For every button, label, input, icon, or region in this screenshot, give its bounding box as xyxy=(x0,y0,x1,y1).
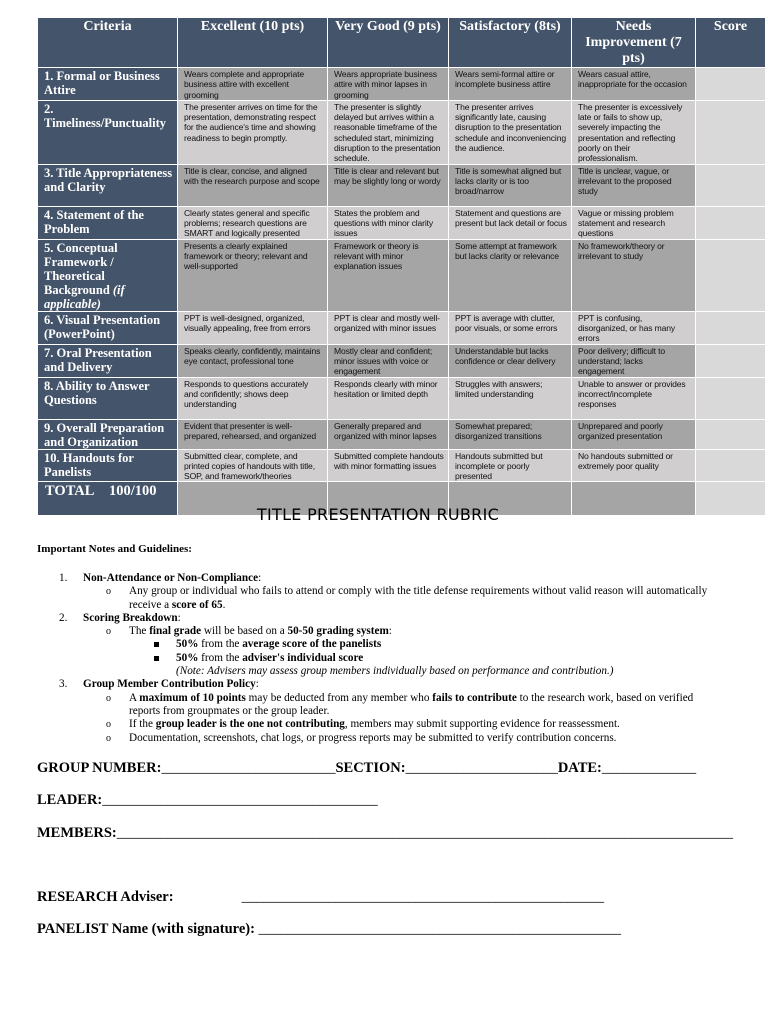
criterion-label: 2. Timeliness/Punctuality xyxy=(38,100,178,164)
very-good-cell: Wears appropriate business attire with minor lapses in grooming xyxy=(328,68,449,101)
needs-improvement-cell: PPT is confusing, disorganized, or has many errors xyxy=(572,311,696,344)
needs-improvement-cell: Unable to answer or provides incorrect/incomplete responses xyxy=(572,377,696,419)
sub-text: from the xyxy=(198,651,243,664)
needs-improvement-cell: Wears casual attire, inappropriate for the occasion xyxy=(572,68,696,101)
needs-improvement-cell: No handouts submitted or extremely poor quality xyxy=(572,449,696,482)
sub-sub-item xyxy=(37,638,727,651)
circle-bullet-icon: o xyxy=(106,692,111,704)
score-input-cell[interactable] xyxy=(696,239,766,311)
satisfactory-cell: Statement and questions are present but lack detail or focus xyxy=(449,206,572,239)
notes-heading: Important Notes and Guidelines: xyxy=(37,543,192,555)
total-text: TOTAL xyxy=(45,483,95,500)
sub-text: The xyxy=(129,625,150,638)
item-number: 2. xyxy=(59,611,68,624)
score-input-cell[interactable] xyxy=(696,377,766,419)
satisfactory-cell: Handouts submitted but incomplete or poorly presented xyxy=(449,449,572,482)
needs-improvement-cell: The presenter is excessively late or fails to show up, severely impacting the presentation and reflecting poorly on their professionalism. xyxy=(572,100,696,164)
date-field[interactable]: _____________ xyxy=(601,760,697,776)
members-label: MEMBERS: xyxy=(37,825,117,841)
rubric-row xyxy=(38,100,766,164)
rubric-row xyxy=(38,164,766,206)
score-input-cell[interactable] xyxy=(696,449,766,482)
sub-bold: 50-50 grading system xyxy=(287,625,389,638)
sub-item xyxy=(37,692,727,719)
item-title: Scoring Breakdown xyxy=(83,611,178,624)
criterion-note: (if applicable) xyxy=(44,282,125,311)
excellent-cell: The presenter arrives on time for the presentation, demonstrating respect for the audience's time and showing readiness to begin promptly. xyxy=(178,100,328,164)
notes-item: 1. Non-Attendance or Non-Compliance: xyxy=(59,572,262,584)
sub-text: may be deducted from any member who xyxy=(245,691,433,704)
adviser-field[interactable]: __________________________________________________ xyxy=(241,889,605,905)
sub-bold: fails to contribute xyxy=(432,691,517,704)
sub-bold: group leader is the one not contributing xyxy=(155,718,345,731)
needs-improvement-cell: No framework/theory or irrelevant to study xyxy=(572,239,696,311)
very-good-cell: Responds clearly with minor hesitation or limited depth xyxy=(328,377,449,419)
sub-text: from the xyxy=(198,638,243,651)
group-number-label: GROUP NUMBER: xyxy=(37,760,162,776)
square-bullet-icon xyxy=(154,656,159,661)
satisfactory-cell: Title is somewhat aligned but lacks clarity or is too broad/narrow xyxy=(449,164,572,206)
sub-item xyxy=(37,718,727,731)
rubric-row xyxy=(38,239,766,311)
sub-text: Documentation, screenshots, chat logs, or progress reports may be submitted to verify contribution concerns. xyxy=(129,731,617,744)
rubric-row xyxy=(38,68,766,101)
group-info-line xyxy=(37,760,696,777)
criterion-label: 4. Statement of the Problem xyxy=(38,206,178,239)
criterion-label: 8. Ability to Answer Questions xyxy=(38,377,178,419)
sub-bold: average score of the panelists xyxy=(242,638,382,651)
sub-text: . xyxy=(222,598,226,611)
panelist-field[interactable]: __________________________________________________ xyxy=(258,921,622,937)
excellent-cell: Responds to questions accurately and confidently; shows deep understanding xyxy=(178,377,328,419)
sub-item xyxy=(37,585,727,612)
notes-list xyxy=(37,572,727,745)
needs-improvement-cell: Vague or missing problem statement and research questions xyxy=(572,206,696,239)
sub-text: A xyxy=(129,691,140,704)
group-number-field[interactable]: ________________________ xyxy=(161,760,336,776)
item-number: 3. xyxy=(59,678,68,691)
very-good-cell: Mostly clear and confident; minor issues with voice or engagement xyxy=(328,344,449,377)
excellent-cell: Title is clear, concise, and aligned with the research purpose and scope xyxy=(178,164,328,206)
members-line xyxy=(37,825,733,842)
date-label: DATE: xyxy=(557,760,602,776)
criterion-label: 10. Handouts for Panelists xyxy=(38,449,178,482)
header-satisfactory: Satisfactory (8ts) xyxy=(449,18,572,68)
rubric-row xyxy=(38,344,766,377)
leader-line xyxy=(37,792,378,809)
sub-bold: score of 65 xyxy=(171,598,223,611)
very-good-cell: PPT is clear and mostly well-organized with minor issues xyxy=(328,311,449,344)
excellent-cell: Wears complete and appropriate business attire with excellent grooming xyxy=(178,68,328,101)
satisfactory-cell: Wears semi-formal attire or incomplete business attire xyxy=(449,68,572,101)
rubric-row xyxy=(38,377,766,419)
criterion-label: 1. Formal or Business Attire xyxy=(38,68,178,101)
excellent-cell: Speaks clearly, confidently, maintains eye contact, professional tone xyxy=(178,344,328,377)
very-good-cell: Title is clear and relevant but may be slightly long or wordy xyxy=(328,164,449,206)
item-title: Non-Attendance or Non-Compliance xyxy=(83,572,259,584)
rubric-header-row xyxy=(38,18,766,68)
criterion-label: 7. Oral Presentation and Delivery xyxy=(38,344,178,377)
very-good-cell: Submitted complete handouts with minor formatting issues xyxy=(328,449,449,482)
panelist-label: PANELIST Name (with signature): xyxy=(37,921,255,937)
sub-text: to the research work, based on verified reports from groupmates or the group leader. xyxy=(129,691,694,717)
sub-bold: maximum of 10 points xyxy=(139,691,246,704)
circle-bullet-icon: o xyxy=(106,732,111,744)
criterion-label: 3. Title Appropriateness and Clarity xyxy=(38,164,178,206)
very-good-cell: States the problem and questions with minor clarity issues xyxy=(328,206,449,239)
satisfactory-cell: Somewhat prepared; disorganized transitions xyxy=(449,419,572,449)
very-good-cell: Generally prepared and organized with minor lapses xyxy=(328,419,449,449)
rubric-row xyxy=(38,311,766,344)
header-needs-improvement: Needs Improvement (7 pts) xyxy=(572,18,696,68)
criterion-label xyxy=(38,239,178,311)
leader-field[interactable]: ______________________________________ xyxy=(102,792,378,808)
criterion-label: 6. Visual Presentation (PowerPoint) xyxy=(38,311,178,344)
excellent-cell: Evident that presenter is well-prepared, rehearsed, and organized xyxy=(178,419,328,449)
total-value: 100/100 xyxy=(108,483,157,500)
score-input-cell[interactable] xyxy=(696,311,766,344)
satisfactory-cell: Understandable but lacks confidence or clear delivery xyxy=(449,344,572,377)
adviser-note: (Note: Advisers may assess group members individually based on performance and contribution.) xyxy=(176,665,614,678)
adviser-label: RESEARCH Adviser: xyxy=(37,889,174,905)
excellent-cell: Presents a clearly explained framework or theory; relevant and well-supported xyxy=(178,239,328,311)
very-good-cell: Framework or theory is relevant with minor explanation issues xyxy=(328,239,449,311)
sub-sub-item xyxy=(37,652,727,665)
section-field[interactable]: _____________________ xyxy=(405,760,558,776)
criterion-text: 5. Conceptual Framework / Theoretical Background xyxy=(44,240,118,297)
header-excellent: Excellent (10 pts) xyxy=(178,18,328,68)
score-input-cell[interactable] xyxy=(696,164,766,206)
satisfactory-cell: The presenter arrives significantly late, causing disruption to the presentation schedule and inconveniencing the audience. xyxy=(449,100,572,164)
satisfactory-cell: PPT is average with clutter, poor visuals, or some errors xyxy=(449,311,572,344)
excellent-cell: PPT is well-designed, organized, visually appealing, free from errors xyxy=(178,311,328,344)
needs-improvement-cell: Poor delivery; difficult to understand; lacks engagement xyxy=(572,344,696,377)
needs-improvement-cell: Title is unclear, vague, or irrelevant to the proposed study xyxy=(572,164,696,206)
notes-item: 3. Group Member Contribution Policy: xyxy=(59,678,259,691)
adviser-line xyxy=(37,889,604,906)
score-input-cell[interactable] xyxy=(696,344,766,377)
score-input-cell[interactable] xyxy=(696,68,766,101)
square-bullet-icon xyxy=(154,642,159,647)
rubric-table xyxy=(37,17,766,516)
sub-bold: final grade xyxy=(149,625,202,638)
rubric-row xyxy=(38,206,766,239)
rubric-row xyxy=(38,419,766,449)
sub-bold: 50% xyxy=(176,651,199,664)
excellent-cell: Submitted clear, complete, and printed copies of handouts with title, SOP, and framework/theories xyxy=(178,449,328,482)
sub-text: , members may submit supporting evidence for reassessment. xyxy=(344,718,620,731)
sub-text: : xyxy=(388,625,392,638)
sub-bold: 50% xyxy=(176,638,199,651)
item-number: 1. xyxy=(59,572,68,584)
circle-bullet-icon: o xyxy=(106,586,111,598)
score-input-cell[interactable] xyxy=(696,206,766,239)
sub-item xyxy=(37,732,727,745)
sub-item xyxy=(37,625,727,638)
section-label: SECTION: xyxy=(335,760,406,776)
item-title: Group Member Contribution Policy xyxy=(83,678,256,691)
notes-item: 2. Scoring Breakdown: xyxy=(59,611,181,624)
satisfactory-cell: Struggles with answers; limited understanding xyxy=(449,377,572,419)
satisfactory-cell: Some attempt at framework but lacks clarity or relevance xyxy=(449,239,572,311)
excellent-cell: Clearly states general and specific problems; research questions are SMART and logically presented xyxy=(178,206,328,239)
rubric-row xyxy=(38,449,766,482)
criterion-label: 9. Overall Preparation and Organization xyxy=(38,419,178,449)
panelist-line xyxy=(37,921,621,938)
sub-bold: adviser's individual score xyxy=(242,651,364,664)
header-score: Score xyxy=(696,18,766,68)
very-good-cell: The presenter is slightly delayed but arrives within a reasonable timeframe of the scheduled start, minimizing disruption to the presentation schedule. xyxy=(328,100,449,164)
circle-bullet-icon: o xyxy=(106,719,111,731)
header-very-good: Very Good (9 pts) xyxy=(328,18,449,68)
score-input-cell[interactable] xyxy=(696,100,766,164)
needs-improvement-cell: Unprepared and poorly organized presentation xyxy=(572,419,696,449)
header-criteria: Criteria xyxy=(38,18,178,68)
rubric-title: TITLE PRESENTATION RUBRIC xyxy=(256,505,500,524)
leader-label: LEADER: xyxy=(37,792,103,808)
sub-text: If the xyxy=(129,718,156,731)
sub-text: Any group or individual who fails to attend or comply with the title defense requirements without valid reason will automatically receive a xyxy=(129,585,708,611)
circle-bullet-icon: o xyxy=(106,626,111,638)
score-input-cell[interactable] xyxy=(696,419,766,449)
sub-text: will be based on a xyxy=(201,625,288,638)
members-field[interactable]: _____________________________________________________________________________________ xyxy=(116,825,733,841)
